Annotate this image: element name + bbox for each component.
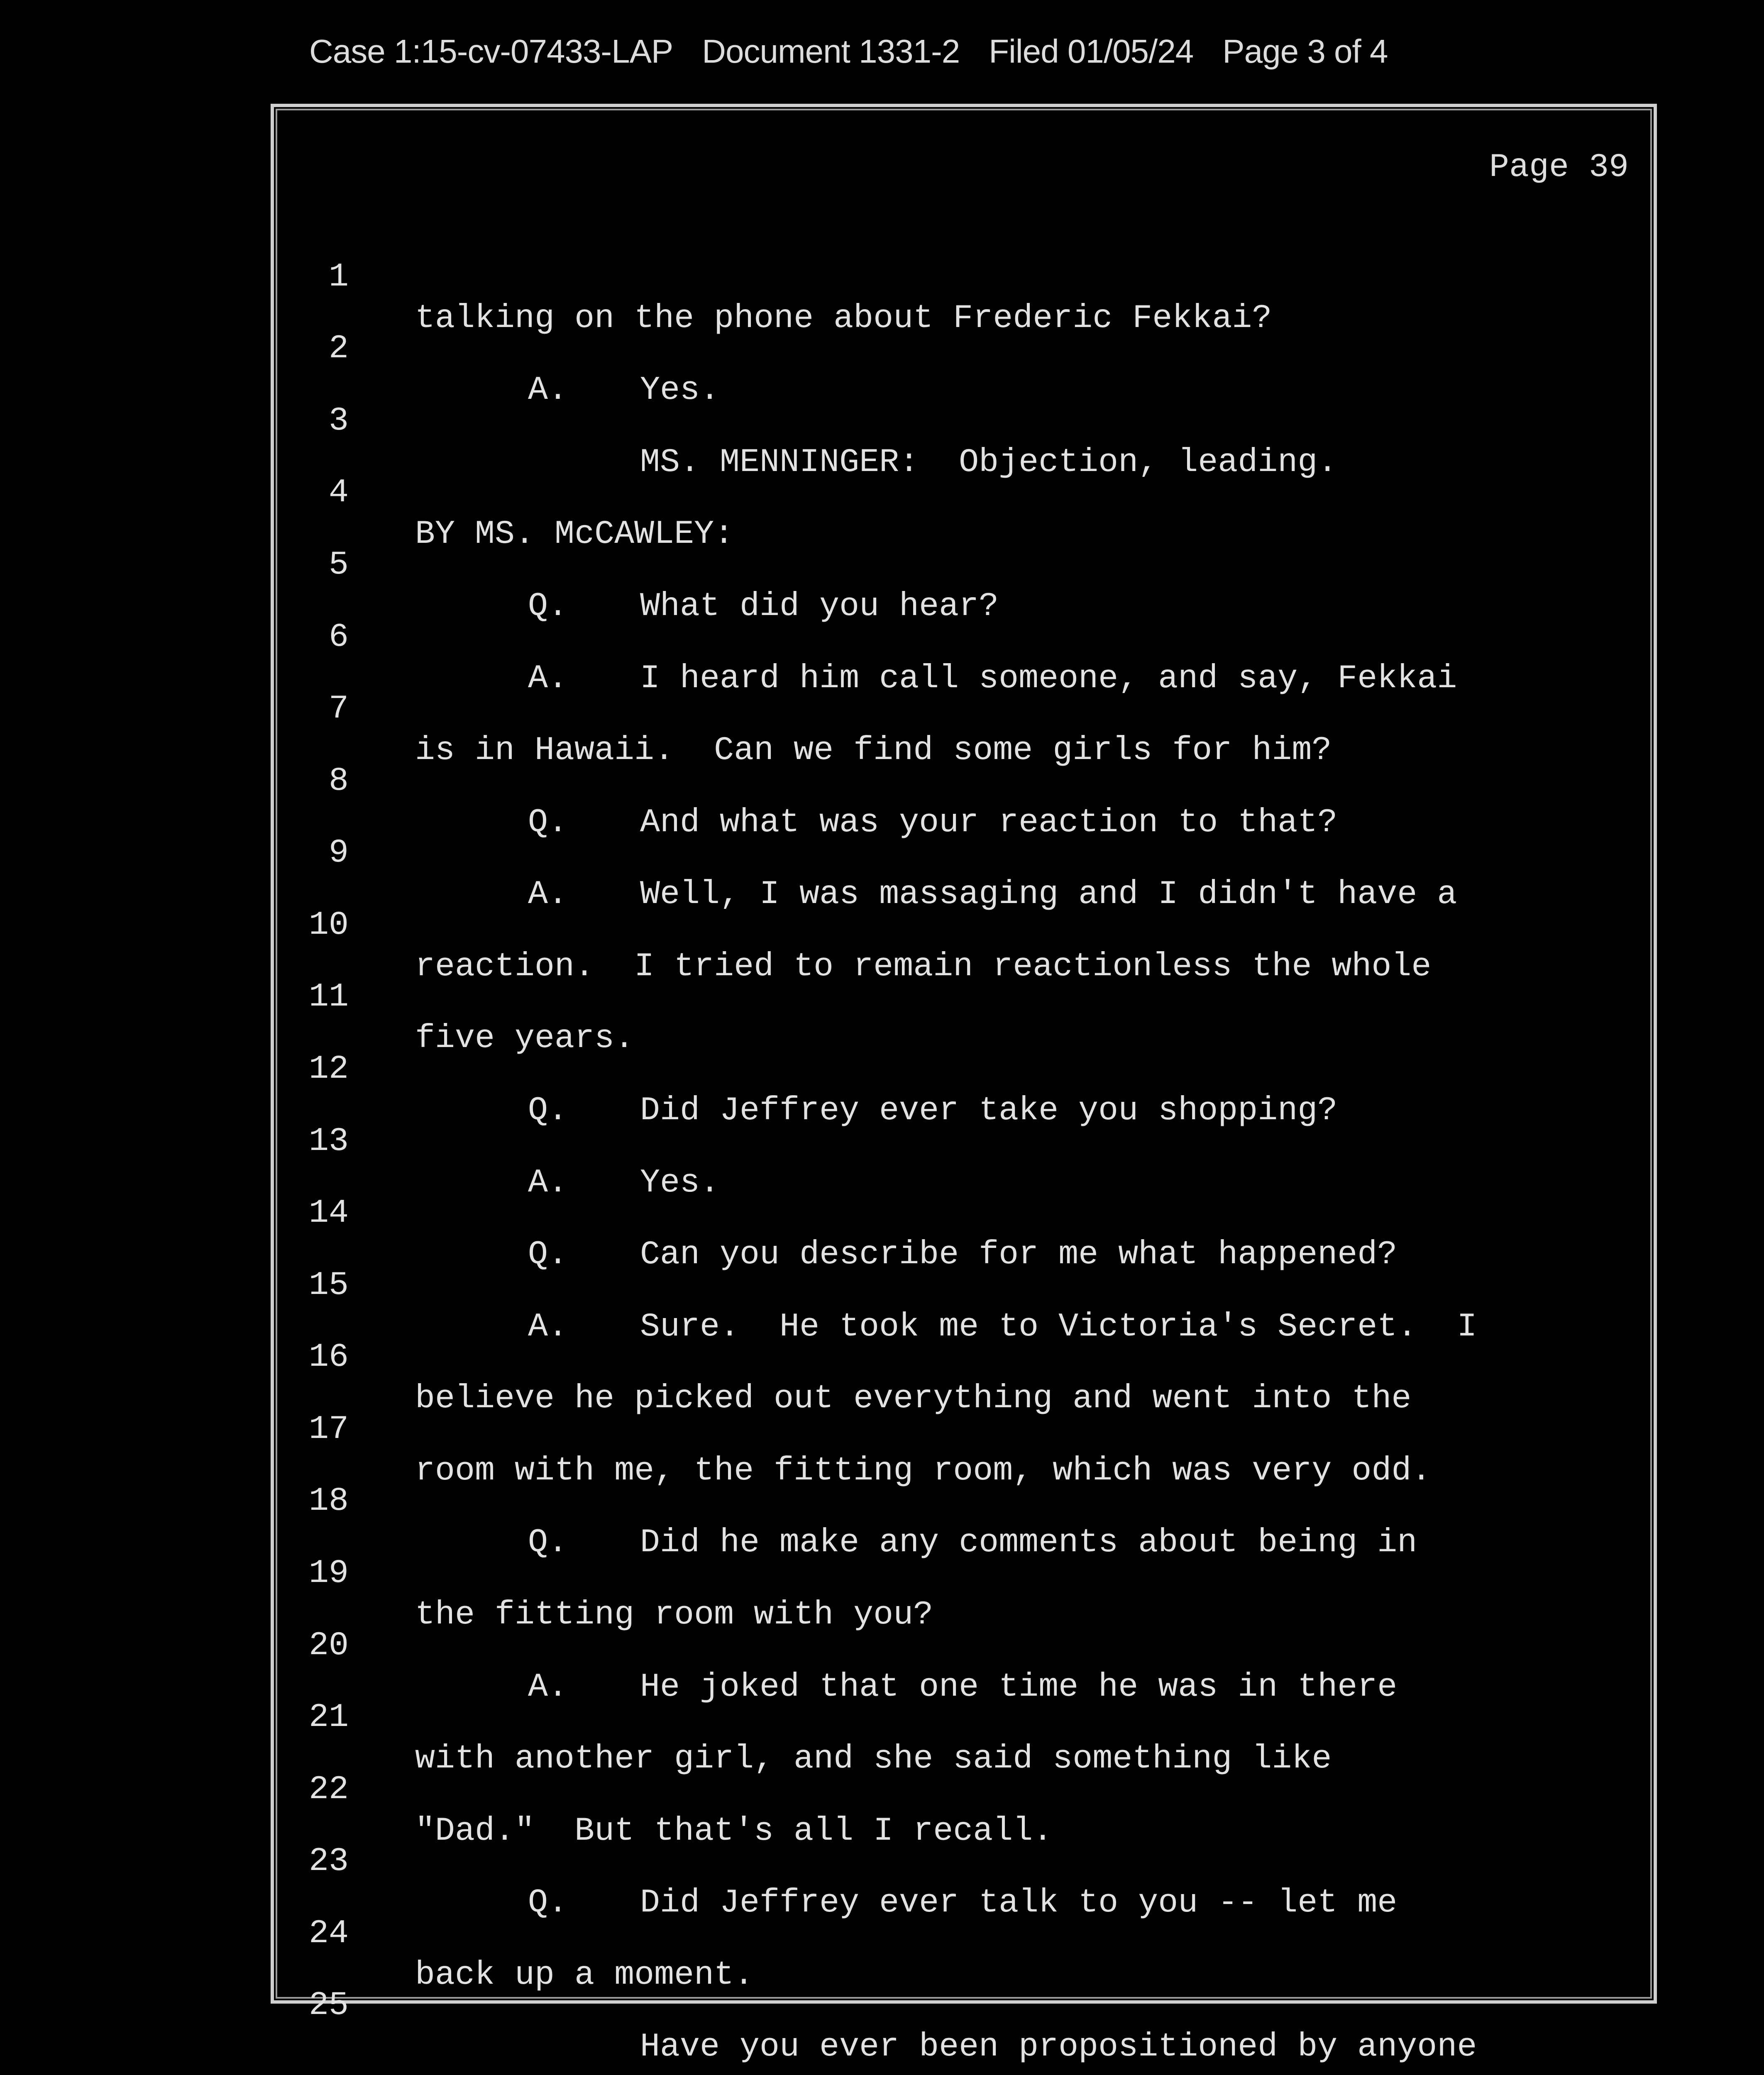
speaker-label: A.: [528, 876, 568, 913]
line-text: A. Yes.: [528, 1162, 720, 1204]
transcript-line: [274, 1439, 1654, 1562]
line-text: room with me, the fitting room, which was very odd.: [415, 1452, 1432, 1490]
line-number: 17: [308, 1411, 349, 1448]
line-number: 21: [308, 1699, 349, 1736]
line-number: 23: [308, 1843, 349, 1880]
transcript-line: [274, 1367, 1654, 1490]
transcript-line: [274, 1295, 1654, 1418]
filed-date: Filed 01/05/24: [989, 33, 1194, 70]
line-number: 9: [328, 834, 349, 872]
case-header: [309, 32, 1388, 71]
case-number: Case 1:15-cv-07433-LAP: [309, 33, 673, 70]
line-number: 13: [308, 1123, 349, 1160]
line-text: A. He joked that one time he was in there: [528, 1667, 1397, 1708]
line-text: five years.: [415, 1020, 635, 1057]
line-number: 20: [308, 1627, 349, 1665]
line-text: Q. Did Jeffrey ever talk to you -- let me: [528, 1882, 1397, 1924]
line-number: 22: [308, 1771, 349, 1809]
transcript-page-number: Page 39: [1489, 149, 1629, 186]
transcript-line: [274, 791, 1654, 913]
line-number: 25: [308, 1987, 349, 2024]
transcript-line: [274, 287, 1654, 409]
speaker-label: Q.: [528, 804, 568, 842]
line-text: A. I heard him call someone, and say, Fekkai: [528, 658, 1457, 700]
line-number: 12: [308, 1050, 349, 1088]
line-number: 16: [308, 1338, 349, 1376]
speaker-label: A.: [528, 1164, 568, 1202]
transcript-line: [274, 503, 1654, 625]
transcript-line: [274, 1655, 1654, 1778]
line-number: 18: [308, 1482, 349, 1520]
transcript-line: [274, 359, 1654, 481]
transcript-line: [274, 863, 1654, 986]
line-number: 5: [328, 546, 349, 584]
line-number: 14: [308, 1194, 349, 1232]
line-text: MS. MENNINGER: Objection, leading.: [640, 444, 1338, 481]
line-number: 11: [308, 978, 349, 1016]
line-text: talking on the phone about Frederic Fekkai?: [415, 300, 1272, 337]
line-number: 4: [328, 474, 349, 512]
transcript-line: [274, 1223, 1654, 1346]
speaker-label: Q.: [528, 1236, 568, 1274]
line-text: Q. And what was your reaction to that?: [528, 802, 1337, 844]
transcript-line: [274, 575, 1654, 698]
transcript-line: [274, 1007, 1654, 1130]
line-number: 7: [328, 690, 349, 728]
line-number: 1: [328, 258, 349, 296]
line-number: 3: [328, 402, 349, 440]
line-text: with another girl, and she said something like: [415, 1740, 1332, 1778]
transcript-line: [274, 431, 1654, 553]
line-text: BY MS. McCAWLEY:: [415, 515, 734, 553]
line-text: Q. Did Jeffrey ever take you shopping?: [528, 1090, 1337, 1132]
speaker-label: A.: [528, 1668, 568, 1706]
transcript-line: [274, 935, 1654, 1057]
line-text: Q. What did you hear?: [528, 586, 999, 627]
speaker-label: Q.: [528, 1884, 568, 1922]
line-text: "Dad." But that's all I recall.: [415, 1812, 1053, 1850]
transcript-line: [274, 719, 1654, 842]
line-text: Q. Can you describe for me what happened?: [528, 1234, 1397, 1276]
line-text: Have you ever been propositioned by anyone: [640, 2028, 1477, 2066]
speaker-label: Q.: [528, 1092, 568, 1130]
speaker-label: Q.: [528, 1524, 568, 1562]
line-number: 24: [308, 1915, 349, 1953]
line-number: 8: [328, 762, 349, 800]
line-text: A. Sure. He took me to Victoria's Secret. I: [528, 1306, 1477, 1348]
transcript-line: [274, 1079, 1654, 1202]
line-text: Q. Did he make any comments about being in: [528, 1522, 1417, 1564]
transcript-line: [274, 1943, 1654, 2066]
line-text: back up a moment.: [415, 1956, 754, 1994]
line-number: 6: [328, 618, 349, 656]
transcript-line: [274, 647, 1654, 769]
transcript-line: [274, 1584, 1654, 1706]
transcript-line: [274, 1151, 1654, 1274]
transcript-line: [274, 1728, 1654, 1850]
transcript-frame: [271, 104, 1657, 2066]
page-indicator: Page 3 of 4: [1222, 33, 1388, 70]
speaker-label: Q.: [528, 588, 568, 625]
line-text: reaction. I tried to remain reactionless the whole: [415, 948, 1432, 986]
speaker-label: A.: [528, 1308, 568, 1346]
transcript-line: [274, 215, 1654, 337]
line-text: A. Yes.: [528, 370, 720, 411]
speaker-label: A.: [528, 371, 568, 409]
line-text: the fitting room with you?: [415, 1596, 933, 1634]
line-number: 15: [308, 1267, 349, 1304]
line-text: is in Hawaii. Can we find some girls for him?: [415, 732, 1332, 769]
line-number: 19: [308, 1555, 349, 1592]
line-number: 2: [328, 330, 349, 368]
line-number: 10: [308, 906, 349, 944]
transcript-line: [274, 1511, 1654, 1634]
transcript-line: [274, 1872, 1654, 1994]
speaker-label: A.: [528, 660, 568, 698]
line-text: A. Well, I was massaging and I didn't have a: [528, 874, 1457, 915]
transcript-line: [274, 1799, 1654, 1922]
document-number: Document 1331-2: [702, 33, 960, 70]
line-text: believe he picked out everything and went into the: [415, 1380, 1412, 1418]
